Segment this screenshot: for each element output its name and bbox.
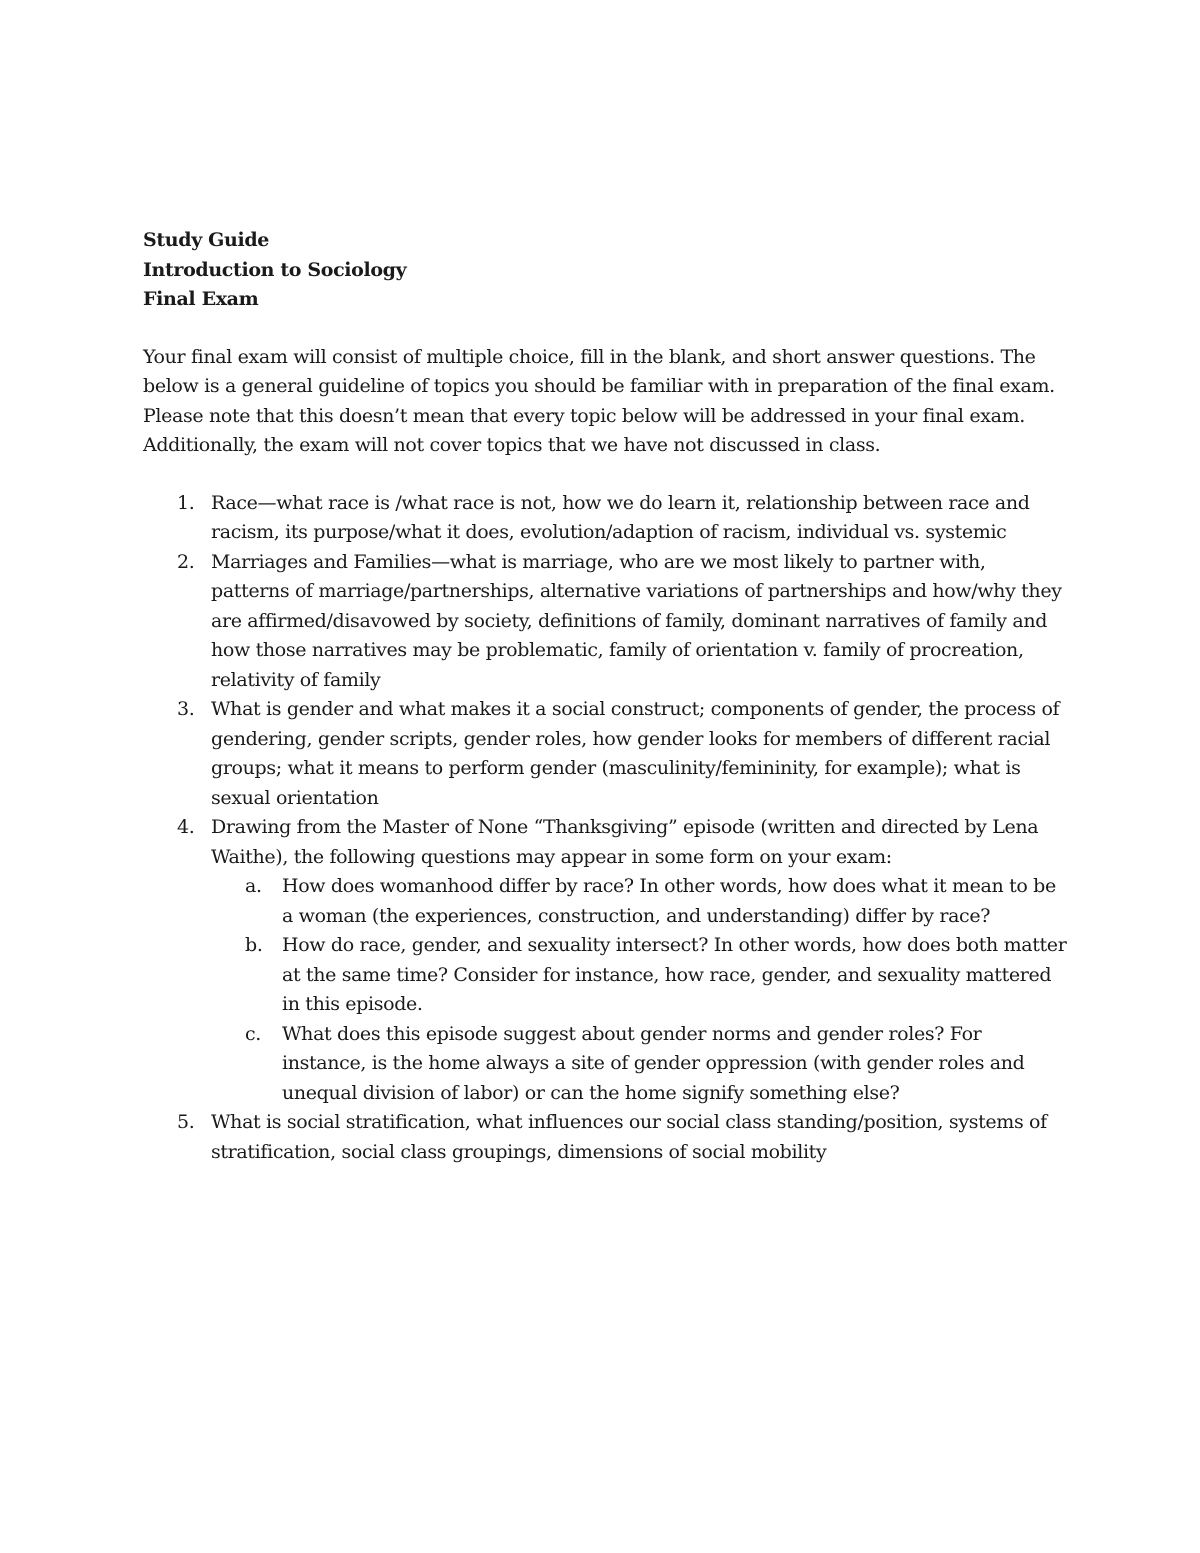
subquestion-text: How does womanhood differ by race? In other words, how does what it mean to be a woman (the experiences, construction, and understanding) differ by race? xyxy=(282,875,1056,927)
intro-paragraph: Your final exam will consist of multiple choice, fill in the blank, and short answer questions. The below is a general guideline of topics you should be familiar with in preparation of the final exam. Please note that this doesn’t mean that every topic below will be addressed in your final exam. Additionally, the exam will not cover topics that we have not discussed in class. xyxy=(143,345,1055,456)
topic-text: Drawing from the Master of None “Thanksgiving” episode (written and directed by Lena Waithe), the following questions may appear in some form on your exam: xyxy=(211,816,1039,868)
topic-text: Race—what race is /what race is not, how we do learn it, relationship between race and racism, its purpose/what it does, evolution/adaption of racism, individual vs. systemic xyxy=(211,491,1030,543)
topic-item-stratification xyxy=(143,1108,1068,1167)
document-header xyxy=(143,226,1068,315)
subquestion-letter: c. xyxy=(245,1022,261,1045)
topic-number: 5. xyxy=(177,1111,195,1133)
subquestion-letter: a. xyxy=(245,875,262,897)
subquestion-list xyxy=(211,872,1068,1108)
subquestion-text: What does this episode suggest about gender norms and gender roles? For instance, is the home always a site of gender oppression (with gender roles and unequal division of labor) or can the home signify something else? xyxy=(282,1022,1025,1104)
topic-text: What is social stratification, what influences our social class standing/position, systems of stratification, social class groupings, dimensions of social mobility xyxy=(211,1111,1047,1163)
subquestion-item xyxy=(211,1020,1068,1109)
exam-name: Final Exam xyxy=(143,288,259,310)
topic-number: 1. xyxy=(177,491,195,514)
subquestion-letter: b. xyxy=(245,934,263,956)
topic-item-race xyxy=(143,489,1068,548)
topic-list xyxy=(143,489,1068,1168)
subquestion-item xyxy=(211,931,1068,1020)
subquestion-item xyxy=(211,872,1068,931)
topic-number: 2. xyxy=(177,550,195,573)
topic-item-master-of-none xyxy=(143,813,1068,1108)
topic-text: Marriages and Families—what is marriage, who are we most likely to partner with, patterns of marriage/partnerships, alternative variations of partnerships and how/why they are affirmed/disavowed by society, definitions of family, dominant narratives of family and how those narratives may be problematic, family of orientation v. family of procreation, relativity of family xyxy=(211,550,1062,691)
subquestion-text: How do race, gender, and sexuality intersect? In other words, how does both matter at the same time? Consider for instance, how race, gender, and sexuality mattered in this episode. xyxy=(282,934,1067,1015)
document-page xyxy=(143,226,1068,1167)
topic-number: 4. xyxy=(177,816,195,838)
topic-item-marriages-families xyxy=(143,548,1068,696)
doc-title: Study Guide xyxy=(143,229,270,251)
topic-number: 3. xyxy=(177,698,195,720)
course-name: Introduction to Sociology xyxy=(143,258,407,281)
topic-text: What is gender and what makes it a social construct; components of gender, the process of gendering, gender scripts, gender roles, how gender looks for members of different racial groups; what it means to perform gender (masculinity/femininity, for example); what is sexual orientation xyxy=(211,698,1060,809)
topic-item-gender xyxy=(143,695,1068,813)
